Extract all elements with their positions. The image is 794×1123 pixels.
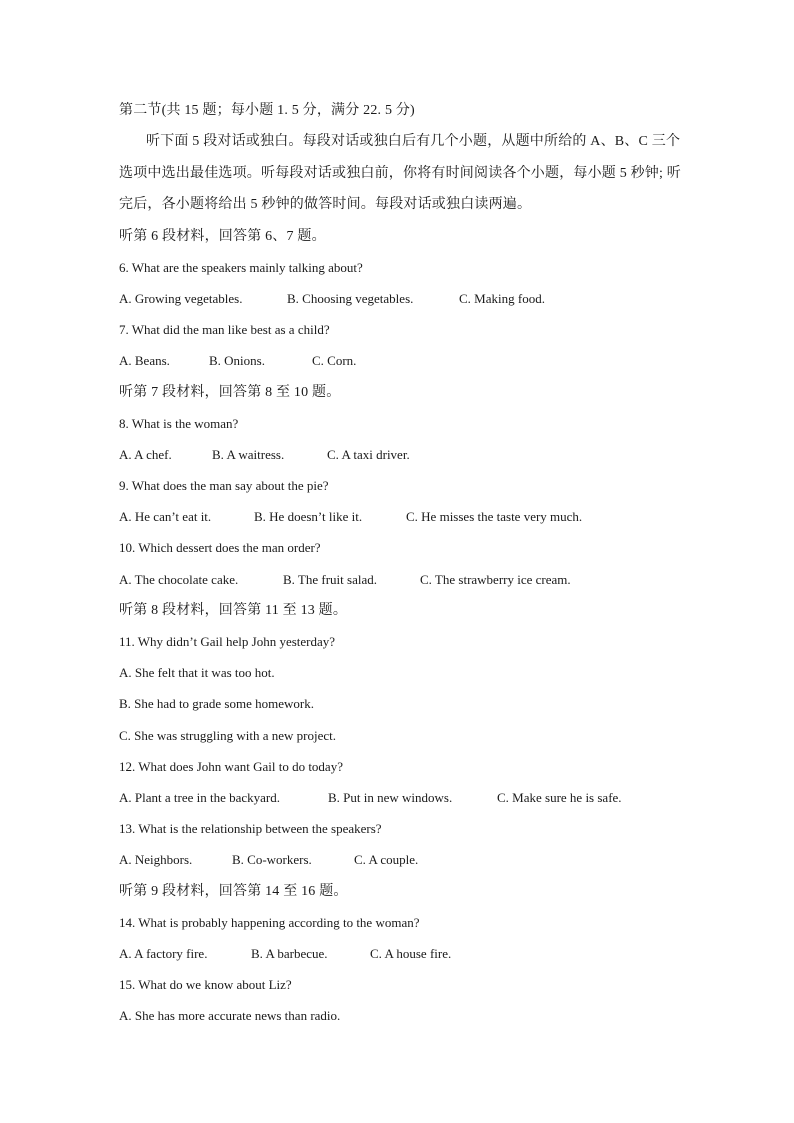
question-6-stem: 6. What are the speakers mainly talking about? <box>119 260 363 275</box>
question-7-option-a: A. Beans. <box>119 353 170 368</box>
passage-header-8: 听第 8 段材料，回答第 11 至 13 题。 <box>119 603 348 618</box>
question-9-option-b: B. He doesn’t like it. <box>254 509 363 524</box>
question-11-option-a: A. She felt that it was too hot. <box>119 665 275 680</box>
question-7-stem: 7. What did the man like best as a child? <box>119 322 330 337</box>
question-7-option-c: C. Corn. <box>312 353 357 368</box>
question-8-option-a: A. A chef. <box>119 447 172 462</box>
question-13-stem: 13. What is the relationship between the speakers? <box>119 821 382 836</box>
question-10-option-b: B. The fruit salad. <box>283 572 377 587</box>
question-14-stem: 14. What is probably happening according to the woman? <box>119 915 420 930</box>
question-14-option-b: B. A barbecue. <box>251 946 328 961</box>
question-11-option-c: C. She was struggling with a new project. <box>119 728 336 743</box>
question-8-option-b: B. A waitress. <box>212 447 285 462</box>
question-6-option-a: A. Growing vegetables. <box>119 291 243 306</box>
question-12-option-b: B. Put in new windows. <box>328 790 453 805</box>
question-10-option-a: A. The chocolate cake. <box>119 572 239 587</box>
question-15-option-a: A. She has more accurate news than radio. <box>119 1008 341 1023</box>
question-13-option-a: A. Neighbors. <box>119 852 193 867</box>
question-13-option-b: B. Co-workers. <box>232 852 312 867</box>
passage-header-9: 听第 9 段材料，回答第 14 至 16 题。 <box>119 884 348 899</box>
question-13-option-c: C. A couple. <box>354 852 419 867</box>
instructions-line-1: 听下面 5 段对话或独白。每段对话或独白后有几个小题，从题中所给的 A、B、C 三个 <box>146 134 681 149</box>
question-9-stem: 9. What does the man say about the pie? <box>119 478 329 493</box>
question-6-option-c: C. Making food. <box>459 291 545 306</box>
question-14-option-c: C. A house fire. <box>370 946 452 961</box>
question-11-stem: 11. Why didn’t Gail help John yesterday? <box>119 634 336 649</box>
passage-header-6: 听第 6 段材料，回答第 6、7 题。 <box>119 229 326 244</box>
instructions-line-2: 选项中选出最佳选项。听每段对话或独白前，你将有时间阅读各个小题，每小题 5 秒钟; 听 <box>119 166 681 181</box>
question-12-stem: 12. What does John want Gail to do today? <box>119 759 343 774</box>
question-12-option-c: C. Make sure he is safe. <box>497 790 622 805</box>
question-8-stem: 8. What is the woman? <box>119 416 239 431</box>
question-8-option-c: C. A taxi driver. <box>327 447 410 462</box>
question-11-option-b: B. She had to grade some homework. <box>119 696 314 711</box>
question-9-option-c: C. He misses the taste very much. <box>406 509 583 524</box>
passage-header-7: 听第 7 段材料，回答第 8 至 10 题。 <box>119 385 341 400</box>
question-6-option-b: B. Choosing vegetables. <box>287 291 414 306</box>
instructions-line-3: 完后，各小题将给出 5 秒钟的做答时间。每段对话或独白读两遍。 <box>119 197 532 212</box>
question-9-option-a: A. He can’t eat it. <box>119 509 212 524</box>
question-10-stem: 10. Which dessert does the man order? <box>119 540 321 555</box>
question-14-option-a: A. A factory fire. <box>119 946 208 961</box>
question-12-option-a: A. Plant a tree in the backyard. <box>119 790 280 805</box>
question-7-option-b: B. Onions. <box>209 353 265 368</box>
question-15-stem: 15. What do we know about Liz? <box>119 977 292 992</box>
question-10-option-c: C. The strawberry ice cream. <box>420 572 571 587</box>
section-heading: 第二节(共 15 题；每小题 1. 5 分，满分 22. 5 分) <box>119 103 415 118</box>
